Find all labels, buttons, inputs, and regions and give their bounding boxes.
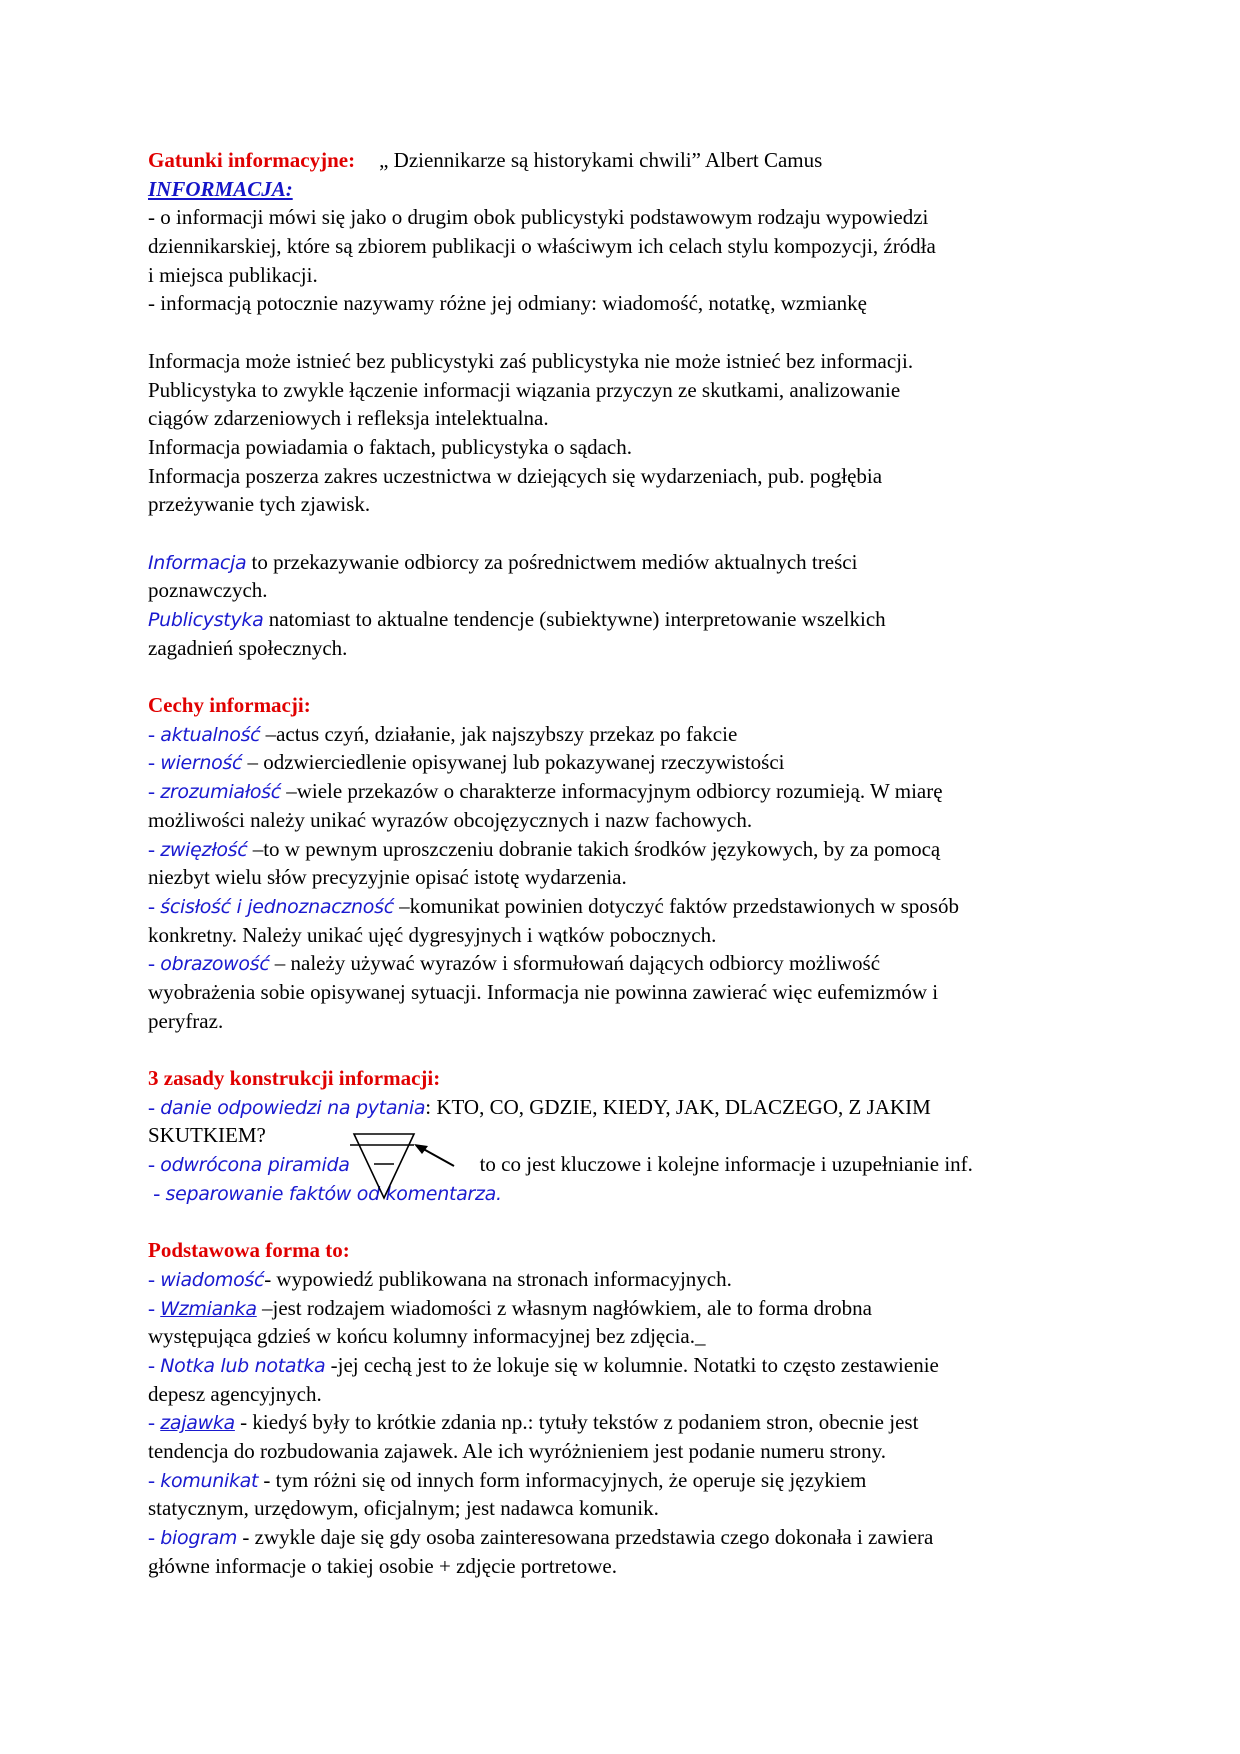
- definition-publicystyka: Publicystyka natomiast to aktualne tendencje (subiektywne) interpretowanie wszelkich: [148, 607, 886, 631]
- feature-item: - zwięzłość –to w pewnym uproszczeniu dobranie takich środków językowych, by za pomocą: [148, 836, 941, 861]
- rule-item: - danie odpowiedzi na pytania: KTO, CO, GDZIE, KIEDY, JAK, DLACZEGO, Z JAKIM: [148, 1094, 931, 1119]
- doc-title: Gatunki informacyjne:: [148, 148, 356, 172]
- comparison-line: Publicystyka to zwykle łączenie informacji wiązania przyczyn ze skutkami, analizowanie: [148, 377, 901, 402]
- arrow-pointer-icon: [414, 1144, 454, 1166]
- features-heading: Cechy informacji:: [148, 693, 311, 718]
- comparison-line: Informacja może istnieć bez publicystyki zaś publicystyka nie może istnieć bez informacji.: [148, 348, 914, 373]
- rule-item: - odwrócona piramida to co jest kluczowe i kolejne informacje i uzupełnianie inf.: [148, 1150, 1098, 1179]
- intro-line: - informacją potocznie nazywamy różne jej odmiany: wiadomość, notatkę, wzmiankę: [148, 291, 867, 316]
- title-line: [148, 146, 1098, 175]
- feature-item: - obrazowość – należy używać wyrazów i sformułowań dających odbiorcy możliwość: [148, 951, 881, 976]
- pyramid-diagram: [350, 1150, 460, 1178]
- comparison-line: Informacja powiadamia o faktach, publicystyka o sądach.: [148, 434, 632, 459]
- comparison-line: Informacja poszerza zakres uczestnictwa w dziejących się wydarzeniach, pub. pogłębia: [148, 463, 883, 488]
- form-item: - biogram - zwykle daje się gdy osoba zainteresowana przedstawia czego dokonała i zawiera: [148, 1525, 934, 1549]
- camus-quote: „ Dziennikarze są historykami chwili” Albert Camus: [379, 148, 823, 172]
- form-item: - Wzmianka –jest rodzajem wiadomości z własnym nagłówkiem, ale to forma drobna: [148, 1295, 872, 1320]
- rules-heading: 3 zasady konstrukcji informacji:: [148, 1066, 441, 1090]
- section-informacja: INFORMACJA:: [148, 176, 293, 201]
- comparison-line: ciągów zdarzeniowych i refleksja intelektualna.: [148, 406, 549, 431]
- inverted-pyramid-icon: [350, 1132, 460, 1202]
- rule-item: - separowanie faktów od komentarza.: [148, 1180, 502, 1205]
- form-item: - komunikat - tym różni się od innych form informacyjnych, że operuje się językiem: [148, 1467, 867, 1492]
- term: Informacja: [148, 551, 247, 574]
- form-item: - wiadomość- wypowiedź publikowana na stronach informacyjnych.: [148, 1266, 732, 1291]
- form-item: - Notka lub notatka -jej cechą jest to że lokuje się w kolumnie. Notatki to często zestawienie: [148, 1352, 939, 1377]
- feature-item: - aktualność –actus czyń, działanie, jak najszybszy przekaz po fakcie: [148, 721, 738, 746]
- definition-informacja: Informacja to przekazywanie odbiorcy za pośrednictwem mediów aktualnych treści: [148, 549, 858, 574]
- term: Publicystyka: [148, 609, 264, 631]
- feature-item: - wierność – odzwierciedlenie opisywanej lub pokazywanej rzeczywistości: [148, 750, 785, 775]
- comparison-line: przeżywanie tych zjawisk.: [148, 492, 371, 517]
- intro-line: dziennikarskiej, które są zbiorem publikacji o właściwym ich celach stylu kompozycji, źródła: [148, 234, 936, 259]
- intro-line: i miejsca publikacji.: [148, 262, 318, 287]
- feature-item: - zrozumiałość –wiele przekazów o charakterze informacyjnym odbiorcy rozumieją. W miarę: [148, 779, 943, 804]
- document-page: Gatunki informacyjne: „ Dziennikarze są historykami chwili” Albert Camus INFORMACJA: - o informacji mówi się jako o drugim obok publicystyki podstawowym rodzaju wypowiedzi dziennikarskiej, które są zbiorem publikacji o właściwym ich celach stylu kompozycji, źródła i miejsca publikacji. - informacją potocznie nazywamy różne jej odmiany: wiadomość, notatkę, wzmiankę Informacja może istnieć bez publicystyki zaś publicystyka nie może istnieć bez informacji. Publicystyka to zwykle łączenie informacji wiązania przyczyn ze skutkami, analizowanie ciągów zdarzeniowych i refleksja intelektualna. Informacja powiadamia o faktach, publicystyka o sądach. Informacja poszerza zakres uczestnictwa w dziejących się wydarzeniach, pub. pogłębia przeżywanie tych zjawisk. Informacja to przekazywanie odbiorcy za pośrednictwem mediów aktualnych treści poznawczych. Publicystyka natomiast to aktualne tendencje (subiektywne) interpretowanie wszelkich zagadnień społecznych. Cechy informacji: - aktualność –actus czyń, działanie, jak najszybszy przekaz po fakcie - wierność – odzwierciedlenie opisywanej lub pokazywanej rzeczywistości - zrozumiałość –wiele przekazów o charakterze informacyjnym odbiorcy rozumieją. W miarę możliwości należy unikać wyrazów obcojęzycznych i nazw fachowych. - zwięzłość –to w pewnym uproszczeniu dobranie takich środków językowych, by za pomocą niezbyt wielu słów precyzyjnie opisać istotę wydarzenia. - ścisłość i jednoznaczność –komunikat powinien dotyczyć faktów przedstawionych w sposób konkretny. Należy unikać ujęć dygresyjnych i wątków pobocznych. - obrazowość – należy używać wyrazów i sformułowań dających odbiorcy możliwość wyobrażenia sobie opisywanej sytuacji. Informacja nie powinna zawierać więc eufemizmów i peryfraz. 3 zasady konstrukcji informacji: - danie odpowiedzi na pytania: KTO, CO, GDZIE, KIEDY, JAK, DLACZEGO, Z JAKIM SKUTKIEM? - odwrócona piramida to co jest kluczowe i kolejne informacje i uzupełnianie inf. - separowanie faktów od komentarza. Podstawowa forma to: - wiadomość- wypowiedź publikowana na stronach informacyjnych. - Wzmianka –jest rodzajem wiadomości z własnym nagłówkiem, ale to forma drobna występująca gdzieś w końcu kolumny informacyjnej bez zdjęcia._ - Notka lub notatka -jej cechą jest to że lokuje się w kolumnie. Notatki to często zestawienie depesz agencyjnych. - zajawka - kiedyś były to krótkie zdania np.: tytuły tekstów z podaniem stron, obecnie jest tendencja do rozbudowania zajawek. Ale ich wyróżnieniem jest podanie numeru strony. - komunikat - tym różni się od innych form informacyjnych, że operuje się językiem statycznym, urzędowym, oficjalnym; jest nadawca komunik. - biogram - zwykle daje się gdy osoba zainteresowana przedstawia czego dokonała i zawiera główne informacje o takiej osobie + zdjęcie portretowe.: [148, 146, 1098, 1580]
- feature-item: - ścisłość i jednoznaczność –komunikat powinien dotyczyć faktów przedstawionych w sposób: [148, 893, 959, 918]
- intro-line: - o informacji mówi się jako o drugim obok publicystyki podstawowym rodzaju wypowiedzi: [148, 205, 929, 230]
- form-item: - zajawka - kiedyś były to krótkie zdania np.: tytuły tekstów z podaniem stron, obecnie jest: [148, 1410, 919, 1435]
- forms-heading: Podstawowa forma to:: [148, 1238, 350, 1263]
